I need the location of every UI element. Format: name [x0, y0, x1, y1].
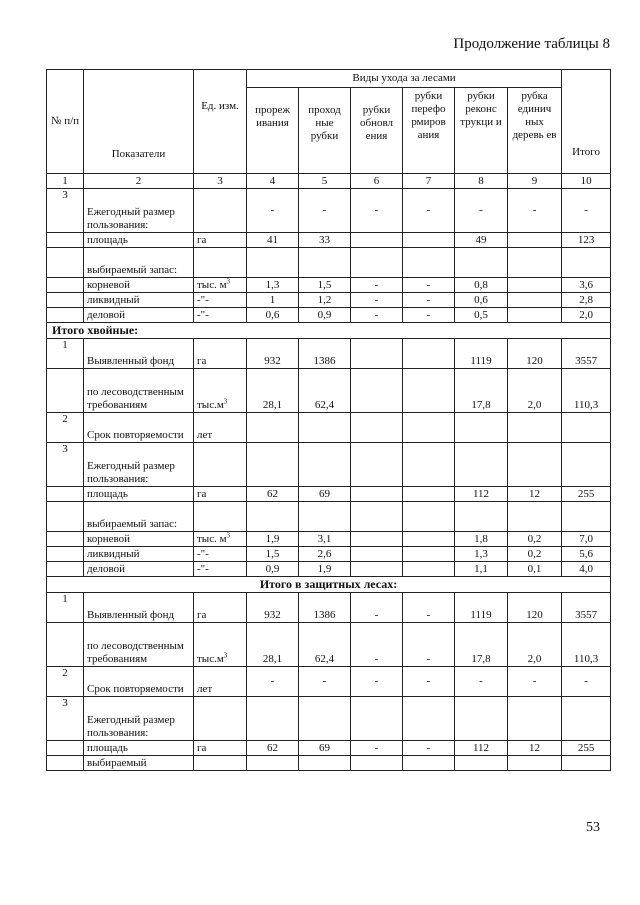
indicator-name: Срок повторяемости	[84, 667, 194, 697]
value-cell: 1,2	[299, 293, 351, 308]
value-cell	[508, 443, 562, 487]
table-row	[47, 756, 611, 771]
row-number	[47, 308, 84, 323]
col-number: 4	[247, 174, 299, 189]
value-cell: 110,3	[562, 369, 611, 413]
unit-text: тыс. м	[197, 533, 227, 545]
value-cell	[455, 443, 508, 487]
value-cell	[403, 369, 455, 413]
value-cell: 7,0	[562, 532, 611, 547]
unit-cell	[194, 623, 247, 667]
value-cell: 3557	[562, 339, 611, 369]
table-row	[47, 248, 611, 278]
row-number: 1	[47, 339, 84, 369]
unit-cell	[194, 248, 247, 278]
unit-text: -"-	[197, 309, 209, 321]
value-cell: 5,6	[562, 547, 611, 562]
value-cell	[351, 697, 403, 741]
unit-text: -"-	[197, 294, 209, 306]
value-cell	[351, 532, 403, 547]
unit-cell	[194, 547, 247, 562]
value-cell	[299, 443, 351, 487]
value-cell	[351, 547, 403, 562]
unit-cell	[194, 502, 247, 532]
indicator-name: Ежегодный размер пользования:	[84, 697, 194, 741]
value-cell: 12	[508, 741, 562, 756]
col-number: 10	[562, 174, 611, 189]
unit-cell	[194, 189, 247, 233]
table-caption: Продолжение таблицы 8	[453, 36, 610, 52]
unit-cell	[194, 369, 247, 413]
row-number: 3	[47, 697, 84, 741]
indicator-name: выбираемый запас:	[84, 248, 194, 278]
value-cell	[299, 502, 351, 532]
value-cell	[508, 697, 562, 741]
value-cell: -	[403, 278, 455, 293]
indicator-name: по лесоводственным требованиям	[84, 623, 194, 667]
section-title: Итого в защитных лесах:	[47, 577, 611, 593]
col-number: 5	[299, 174, 351, 189]
value-cell: 2,0	[562, 308, 611, 323]
value-cell: 1	[247, 293, 299, 308]
unit-cell	[194, 756, 247, 771]
row-number: 1	[47, 593, 84, 623]
value-cell	[508, 308, 562, 323]
value-cell: -	[351, 667, 403, 697]
header-group: Виды ухода за лесами	[247, 70, 562, 88]
value-cell: 0,6	[455, 293, 508, 308]
indicator-name: площадь	[84, 741, 194, 756]
table-row	[47, 487, 611, 502]
value-cell: 41	[247, 233, 299, 248]
section-row	[47, 323, 611, 339]
indicator-name: выбираемый	[84, 756, 194, 771]
forest-care-table	[46, 69, 611, 771]
value-cell: 255	[562, 741, 611, 756]
value-cell: 120	[508, 339, 562, 369]
table-row	[47, 532, 611, 547]
row-number	[47, 562, 84, 577]
header-num: № п/п	[47, 70, 84, 174]
unit-text: -"-	[197, 548, 209, 560]
value-cell	[403, 697, 455, 741]
indicator-name: корневой	[84, 278, 194, 293]
value-cell: -	[351, 623, 403, 667]
section-title: Итого хвойные:	[47, 323, 611, 339]
value-cell: -	[403, 308, 455, 323]
value-cell: 2,0	[508, 623, 562, 667]
unit-cell	[194, 233, 247, 248]
value-cell: 112	[455, 487, 508, 502]
value-cell: -	[403, 593, 455, 623]
table-row	[47, 308, 611, 323]
indicator-name: деловой	[84, 562, 194, 577]
unit-cell	[194, 443, 247, 487]
row-number	[47, 532, 84, 547]
row-number	[47, 547, 84, 562]
header-type-thinning: прореж ивания	[247, 88, 299, 174]
table-row	[47, 339, 611, 369]
value-cell	[351, 233, 403, 248]
value-cell: 0,8	[455, 278, 508, 293]
value-cell: 28,1	[247, 623, 299, 667]
value-cell	[247, 248, 299, 278]
value-cell	[299, 697, 351, 741]
value-cell	[455, 413, 508, 443]
value-cell: -	[403, 293, 455, 308]
unit-text: га	[197, 609, 207, 621]
row-number	[47, 369, 84, 413]
value-cell: -	[299, 667, 351, 697]
value-cell: 2,8	[562, 293, 611, 308]
indicator-name: выбираемый запас:	[84, 502, 194, 532]
table-row	[47, 189, 611, 233]
value-cell: 1119	[455, 339, 508, 369]
value-cell	[403, 532, 455, 547]
unit-cell	[194, 413, 247, 443]
value-cell	[247, 697, 299, 741]
indicator-name: площадь	[84, 487, 194, 502]
table-row	[47, 593, 611, 623]
value-cell: 0,5	[455, 308, 508, 323]
unit-exponent: 3	[223, 651, 228, 660]
value-cell	[562, 756, 611, 771]
table-row	[47, 502, 611, 532]
value-cell: -	[508, 189, 562, 233]
value-cell	[455, 502, 508, 532]
row-number: 2	[47, 667, 84, 697]
value-cell: 1386	[299, 593, 351, 623]
table-row	[47, 562, 611, 577]
unit-text: лет	[197, 683, 213, 695]
value-cell	[508, 278, 562, 293]
value-cell	[247, 502, 299, 532]
indicator-name: Срок повторяемости	[84, 413, 194, 443]
table-row	[47, 293, 611, 308]
value-cell	[351, 562, 403, 577]
unit-text: тыс.м	[197, 399, 224, 411]
section-row	[47, 577, 611, 593]
value-cell: 69	[299, 741, 351, 756]
table-row	[47, 623, 611, 667]
value-cell	[508, 293, 562, 308]
value-cell: 1,8	[455, 532, 508, 547]
col-number: 2	[84, 174, 194, 189]
value-cell: -	[455, 667, 508, 697]
unit-cell	[194, 593, 247, 623]
header-type-renewal: рубки обновл ения	[351, 88, 403, 174]
value-cell: -	[247, 667, 299, 697]
value-cell: 932	[247, 339, 299, 369]
row-number: 3	[47, 189, 84, 233]
unit-cell	[194, 278, 247, 293]
value-cell	[351, 369, 403, 413]
table-body	[47, 189, 611, 771]
value-cell: 33	[299, 233, 351, 248]
value-cell: 62	[247, 741, 299, 756]
value-cell	[403, 756, 455, 771]
page-number: 53	[586, 820, 600, 835]
indicator-name: ликвидный	[84, 293, 194, 308]
value-cell	[455, 248, 508, 278]
table-row	[47, 667, 611, 697]
value-cell: -	[299, 189, 351, 233]
indicator-name: корневой	[84, 532, 194, 547]
value-cell: 112	[455, 741, 508, 756]
value-cell	[351, 339, 403, 369]
value-cell	[508, 413, 562, 443]
value-cell: 2,0	[508, 369, 562, 413]
value-cell: -	[351, 308, 403, 323]
value-cell	[403, 443, 455, 487]
unit-cell	[194, 697, 247, 741]
value-cell: -	[351, 741, 403, 756]
table-row	[47, 233, 611, 248]
unit-text: -"-	[197, 563, 209, 575]
value-cell: 120	[508, 593, 562, 623]
value-cell	[351, 756, 403, 771]
value-cell: 2,6	[299, 547, 351, 562]
unit-exponent: 3	[223, 397, 228, 406]
value-cell: -	[455, 189, 508, 233]
value-cell: 1,1	[455, 562, 508, 577]
value-cell: 17,8	[455, 623, 508, 667]
value-cell: 62	[247, 487, 299, 502]
value-cell: -	[403, 189, 455, 233]
value-cell	[299, 413, 351, 443]
table-row	[47, 741, 611, 756]
unit-text: лет	[197, 429, 213, 441]
value-cell: 0,6	[247, 308, 299, 323]
unit-text: га	[197, 355, 207, 367]
value-cell: 0,2	[508, 547, 562, 562]
value-cell: 12	[508, 487, 562, 502]
value-cell	[403, 547, 455, 562]
table-row	[47, 443, 611, 487]
value-cell	[403, 487, 455, 502]
value-cell: 1,3	[455, 547, 508, 562]
value-cell: 1386	[299, 339, 351, 369]
value-cell	[299, 756, 351, 771]
header-total: Итого	[562, 70, 611, 174]
value-cell: 3,6	[562, 278, 611, 293]
header-unit: Ед. изм.	[194, 70, 247, 174]
unit-text: тыс.м	[197, 653, 224, 665]
unit-cell	[194, 308, 247, 323]
value-cell	[351, 248, 403, 278]
indicator-name: Выявленный фонд	[84, 593, 194, 623]
value-cell: 1,9	[247, 532, 299, 547]
value-cell: 4,0	[562, 562, 611, 577]
header-type-single-trees: рубка единич ных деревь ев	[508, 88, 562, 174]
unit-cell	[194, 562, 247, 577]
unit-cell	[194, 741, 247, 756]
value-cell: 3557	[562, 593, 611, 623]
col-number: 3	[194, 174, 247, 189]
indicator-name: Ежегодный размер пользования:	[84, 189, 194, 233]
row-number	[47, 741, 84, 756]
col-number: 6	[351, 174, 403, 189]
value-cell: 0,1	[508, 562, 562, 577]
value-cell: 0,9	[247, 562, 299, 577]
value-cell: -	[403, 741, 455, 756]
value-cell: 1,5	[299, 278, 351, 293]
table-row	[47, 278, 611, 293]
value-cell: 932	[247, 593, 299, 623]
value-cell	[403, 339, 455, 369]
table-row	[47, 369, 611, 413]
row-number	[47, 756, 84, 771]
value-cell: 17,8	[455, 369, 508, 413]
value-cell: 3,1	[299, 532, 351, 547]
value-cell: -	[351, 293, 403, 308]
row-number: 3	[47, 443, 84, 487]
value-cell: -	[562, 667, 611, 697]
value-cell	[403, 562, 455, 577]
header-type-reformation: рубки перефо рмиров ания	[403, 88, 455, 174]
value-cell: 123	[562, 233, 611, 248]
value-cell: -	[562, 189, 611, 233]
value-cell	[562, 413, 611, 443]
row-number: 2	[47, 413, 84, 443]
value-cell: 62,4	[299, 369, 351, 413]
table-header	[47, 70, 611, 189]
unit-text: тыс. м	[197, 279, 227, 291]
value-cell	[351, 443, 403, 487]
value-cell	[403, 233, 455, 248]
header-type-passage: проход ные рубки	[299, 88, 351, 174]
unit-exponent: 3	[226, 531, 231, 540]
value-cell	[508, 248, 562, 278]
unit-text: га	[197, 234, 207, 246]
row-number	[47, 278, 84, 293]
value-cell: 49	[455, 233, 508, 248]
value-cell	[351, 487, 403, 502]
indicator-name: площадь	[84, 233, 194, 248]
row-number	[47, 233, 84, 248]
unit-exponent: 3	[226, 277, 231, 286]
header-indicators: Показатели	[84, 70, 194, 174]
table-row	[47, 697, 611, 741]
table-row	[47, 547, 611, 562]
column-number-row	[47, 174, 611, 189]
value-cell: 0,2	[508, 532, 562, 547]
value-cell	[403, 248, 455, 278]
value-cell	[247, 443, 299, 487]
col-number: 1	[47, 174, 84, 189]
indicator-name: деловой	[84, 308, 194, 323]
value-cell	[247, 756, 299, 771]
unit-cell	[194, 339, 247, 369]
value-cell: 1,9	[299, 562, 351, 577]
value-cell: -	[403, 623, 455, 667]
value-cell: 255	[562, 487, 611, 502]
value-cell	[562, 697, 611, 741]
unit-cell	[194, 293, 247, 308]
header-type-reconstruction: рубки реконс трукци и	[455, 88, 508, 174]
value-cell: -	[351, 189, 403, 233]
value-cell	[403, 413, 455, 443]
indicator-name: Ежегодный размер пользования:	[84, 443, 194, 487]
value-cell	[508, 756, 562, 771]
unit-cell	[194, 487, 247, 502]
row-number	[47, 487, 84, 502]
value-cell	[562, 443, 611, 487]
value-cell: 110,3	[562, 623, 611, 667]
col-number: 9	[508, 174, 562, 189]
unit-text: га	[197, 742, 207, 754]
value-cell: 0,9	[299, 308, 351, 323]
value-cell	[562, 248, 611, 278]
col-number: 8	[455, 174, 508, 189]
value-cell	[351, 413, 403, 443]
value-cell: 69	[299, 487, 351, 502]
value-cell	[508, 502, 562, 532]
value-cell: 28,1	[247, 369, 299, 413]
value-cell	[455, 756, 508, 771]
table-row	[47, 413, 611, 443]
value-cell	[508, 233, 562, 248]
row-number	[47, 502, 84, 532]
row-number	[47, 293, 84, 308]
value-cell	[247, 413, 299, 443]
value-cell: -	[351, 278, 403, 293]
value-cell	[455, 697, 508, 741]
value-cell	[562, 502, 611, 532]
value-cell: 1119	[455, 593, 508, 623]
col-number: 7	[403, 174, 455, 189]
value-cell	[351, 502, 403, 532]
row-number	[47, 623, 84, 667]
row-number	[47, 248, 84, 278]
value-cell: 1,3	[247, 278, 299, 293]
value-cell: -	[247, 189, 299, 233]
unit-cell	[194, 532, 247, 547]
indicator-name: Выявленный фонд	[84, 339, 194, 369]
value-cell: -	[403, 667, 455, 697]
indicator-name: по лесоводственным требованиям	[84, 369, 194, 413]
value-cell	[403, 502, 455, 532]
unit-text: га	[197, 488, 207, 500]
value-cell: 1,5	[247, 547, 299, 562]
value-cell	[299, 248, 351, 278]
value-cell: -	[351, 593, 403, 623]
value-cell: -	[508, 667, 562, 697]
unit-cell	[194, 667, 247, 697]
indicator-name: ликвидный	[84, 547, 194, 562]
value-cell: 62,4	[299, 623, 351, 667]
